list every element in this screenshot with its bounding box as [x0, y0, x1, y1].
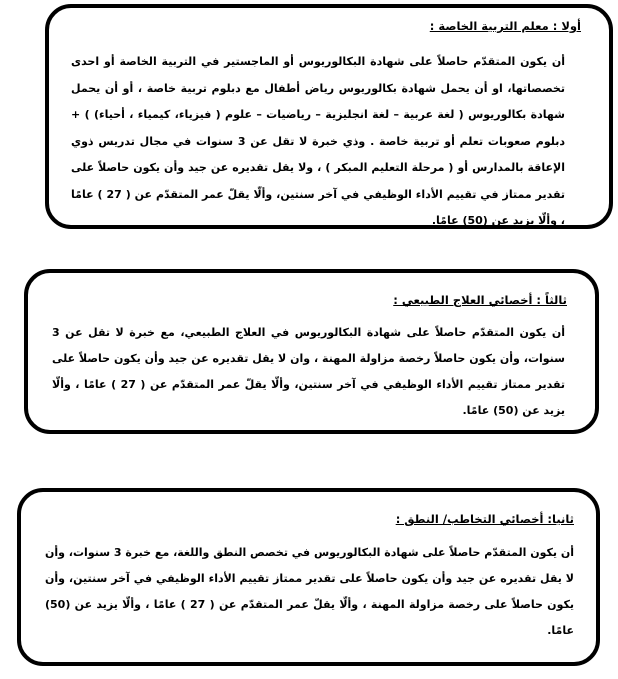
section-heading: ثانيا: أخصائي التخاطب/ النطق :: [395, 512, 574, 526]
section-body: أن يكون المتقدّم حاصلاً على شهادة البكالوريوس أو الماجستير في التربية الخاصة أو احدى تخصصاتها، او أن يحمل شهادة بكالوريوس رياض أطفال مع دبلوم تربية خاصة ، أو أن يحمل شهادة بكالوريوس ( لغة عربية – لغة انجليزية – رياضيات – علوم ( فيزياء، كيمياء ، أحياء) ) + دبلوم صعوبات تعلم أو تربية خاصة . وذي خبرة لا تقل عن 3 سنوات في مجال تدريس ذوي الإعاقة بالمدارس أو ( مرحلة التعليم المبكر ) ، ولا يقل تقديره عن جيد وأن يكون حاصلاً على تقدير ممتاز في تقييم الأداء الوظيفي في آخر سنتين، وألّا يقلّ عمر المتقدّم عن ( 27 ) عامًا ، وألّا يزيد عن (50) عامًا.: [71, 55, 565, 227]
section-body: أن يكون المتقدّم حاصلاً على شهادة البكالوريوس في تخصص النطق واللغة، مع خبرة 3 سنوات، وأن لا يقل تقديره عن جيد وأن يكون حاصلاً على تقدير ممتاز تقييم الأداء الوظيفي في آخر سنتين، وأن يكون حاصلاً على رخصة مزاولة المهنة ، وألّا يقلّ عمر المتقدّم عن ( 27 ) عامًا ، وألّا يزيد عن (50) عامًا.: [44, 546, 574, 637]
section-physiotherapist: [24, 269, 599, 434]
section-heading: أولا : معلم التربية الخاصة :: [429, 19, 581, 33]
section-special-education-teacher: [45, 4, 613, 229]
section-heading: ثالثاً : أخصائي العلاج الطبيعي :: [393, 293, 567, 307]
section-speech-therapist: [17, 488, 600, 666]
section-body: أن يكون المتقدّم حاصلاً على شهادة البكالوريوس في العلاج الطبيعي، مع خبرة لا تقل عن 3 سنوات، وأن يكون حاصلاً رخصة مزاولة المهنة ، وان لا يقل تقديره عن جيد وأن يكون حاصلاً على تقدير ممتاز تقييم الأداء الوظيفي في آخر سنتين، وألّا يقلّ عمر المتقدّم عن ( 27 ) عامًا ، وألّا يزيد عن (50) عامًا.: [52, 326, 565, 417]
